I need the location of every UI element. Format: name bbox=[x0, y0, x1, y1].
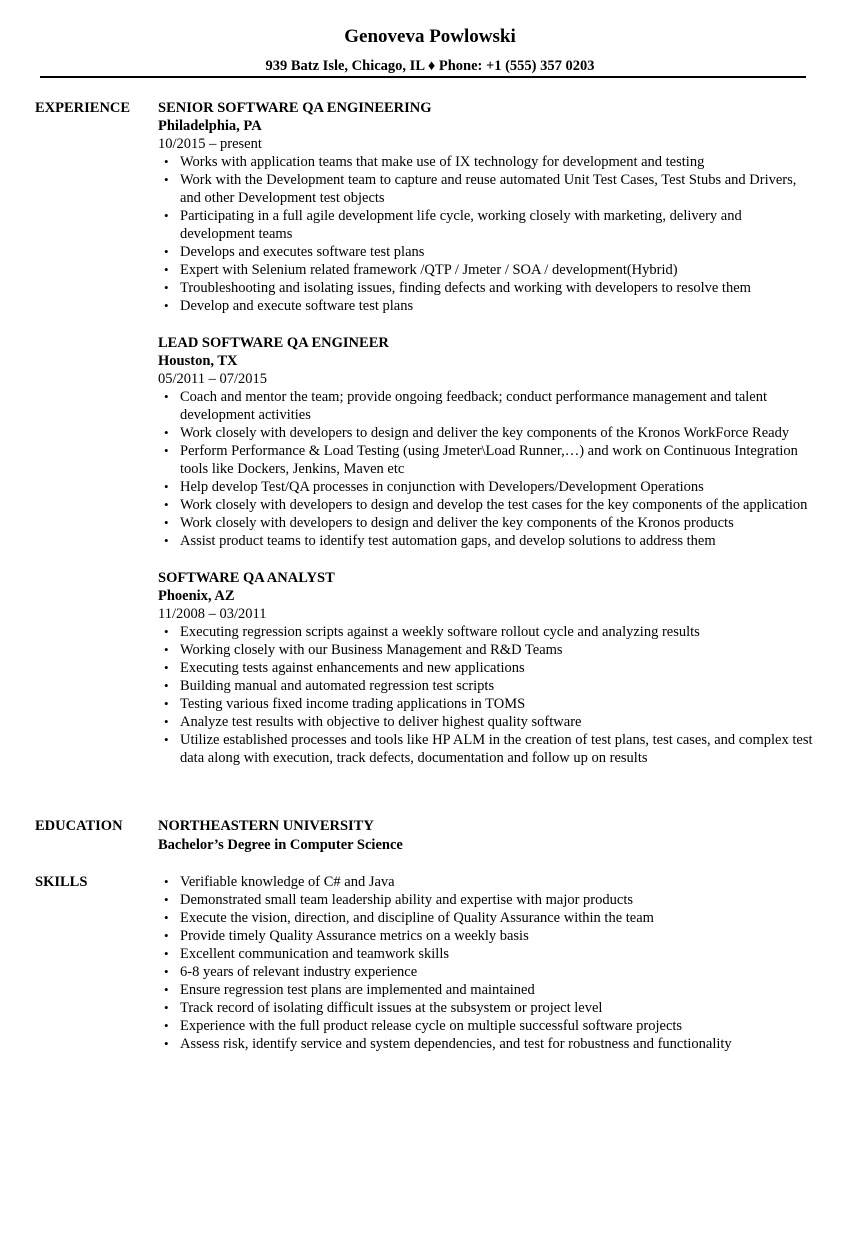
education-body bbox=[158, 817, 818, 855]
list-item: • Verifiable knowledge of C# and Java bbox=[158, 873, 818, 891]
job-entry bbox=[158, 334, 818, 550]
contact-line bbox=[0, 57, 860, 75]
job-title: LEAD SOFTWARE QA ENGINEER bbox=[158, 335, 389, 351]
job-dates: 10/2015 – present bbox=[158, 136, 262, 152]
job-location: Phoenix, AZ bbox=[158, 588, 235, 604]
list-item: • 6-8 years of relevant industry experience bbox=[158, 963, 818, 981]
job-title: SOFTWARE QA ANALYST bbox=[158, 570, 335, 586]
list-item: • Execute the vision, direction, and discipline of Quality Assurance within the team bbox=[158, 909, 818, 927]
list-item: • Participating in a full agile development life cycle, working closely with marketing, delivery and development teams bbox=[158, 207, 818, 243]
diamond-separator-icon: ♦ bbox=[427, 58, 436, 74]
list-item: • Building manual and automated regression test scripts bbox=[158, 677, 818, 695]
candidate-name: Genoveva Powlowski bbox=[344, 26, 516, 47]
list-item: • Perform Performance & Load Testing (using Jmeter\Load Runner,…) and work on Continuous Integration tools like Dockers, Jenkins, Maven etc bbox=[158, 442, 818, 478]
job-location: Philadelphia, PA bbox=[158, 118, 262, 134]
job-bullets bbox=[158, 388, 818, 550]
list-item: • Excellent communication and teamwork skills bbox=[158, 945, 818, 963]
list-item: • Work closely with developers to design and deliver the key components of the Kronos WorkForce Ready bbox=[158, 424, 818, 442]
job-entry bbox=[158, 99, 818, 315]
list-item: • Develop and execute software test plans bbox=[158, 297, 818, 315]
experience-body bbox=[158, 99, 818, 786]
job-bullets bbox=[158, 623, 818, 767]
list-item: • Testing various fixed income trading applications in TOMS bbox=[158, 695, 818, 713]
list-item: • Help develop Test/QA processes in conjunction with Developers/Development Operations bbox=[158, 478, 818, 496]
list-item: • Working closely with our Business Management and R&D Teams bbox=[158, 641, 818, 659]
list-item: • Works with application teams that make use of IX technology for development and testing bbox=[158, 153, 818, 171]
job-bullets bbox=[158, 153, 818, 315]
degree: Bachelor’s Degree in Computer Science bbox=[158, 837, 403, 853]
list-item: • Track record of isolating difficult issues at the subsystem or project level bbox=[158, 999, 818, 1017]
job-location: Houston, TX bbox=[158, 353, 238, 369]
list-item: • Executing regression scripts against a weekly software rollout cycle and analyzing results bbox=[158, 623, 818, 641]
header-divider bbox=[40, 76, 806, 78]
list-item: • Executing tests against enhancements and new applications bbox=[158, 659, 818, 677]
list-item: • Develops and executes software test plans bbox=[158, 243, 818, 261]
list-item: • Coach and mentor the team; provide ongoing feedback; conduct performance management and talent development activities bbox=[158, 388, 818, 424]
list-item: • Expert with Selenium related framework /QTP / Jmeter / SOA / development(Hybrid) bbox=[158, 261, 818, 279]
list-item: • Ensure regression test plans are implemented and maintained bbox=[158, 981, 818, 999]
job-title: SENIOR SOFTWARE QA ENGINEERING bbox=[158, 100, 432, 116]
job-dates: 11/2008 – 03/2011 bbox=[158, 606, 267, 622]
phone: Phone: +1 (555) 357 0203 bbox=[438, 58, 595, 74]
job-entry bbox=[158, 569, 818, 767]
list-item: • Experience with the full product release cycle on multiple successful software projects bbox=[158, 1017, 818, 1035]
section-label-education: EDUCATION bbox=[35, 818, 123, 834]
list-item: • Assess risk, identify service and system dependencies, and test for robustness and functionality bbox=[158, 1035, 818, 1053]
skills-body bbox=[158, 873, 818, 1053]
school-name: NORTHEASTERN UNIVERSITY bbox=[158, 818, 374, 834]
skills-list bbox=[158, 873, 818, 1053]
list-item: • Provide timely Quality Assurance metrics on a weekly basis bbox=[158, 927, 818, 945]
list-item: • Work closely with developers to design and deliver the key components of the Kronos products bbox=[158, 514, 818, 532]
list-item: • Troubleshooting and isolating issues, finding defects and working with developers to resolve them bbox=[158, 279, 818, 297]
section-label-skills: SKILLS bbox=[35, 874, 88, 890]
list-item: • Demonstrated small team leadership ability and expertise with major products bbox=[158, 891, 818, 909]
list-item: • Assist product teams to identify test automation gaps, and develop solutions to address them bbox=[158, 532, 818, 550]
address: 939 Batz Isle, Chicago, IL bbox=[265, 58, 425, 74]
list-item: • Analyze test results with objective to deliver highest quality software bbox=[158, 713, 818, 731]
section-label-experience: EXPERIENCE bbox=[35, 100, 131, 116]
list-item: • Work with the Development team to capture and reuse automated Unit Test Cases, Test Stubs and Drivers, and other Development test objects bbox=[158, 171, 818, 207]
list-item: • Utilize established processes and tools like HP ALM in the creation of test plans, test cases, and complex test data along with execution, track defects, documentation and follow up on results bbox=[158, 731, 818, 767]
resume-header bbox=[0, 24, 860, 75]
list-item: • Work closely with developers to design and develop the test cases for the key components of the application bbox=[158, 496, 818, 514]
job-dates: 05/2011 – 07/2015 bbox=[158, 371, 268, 387]
